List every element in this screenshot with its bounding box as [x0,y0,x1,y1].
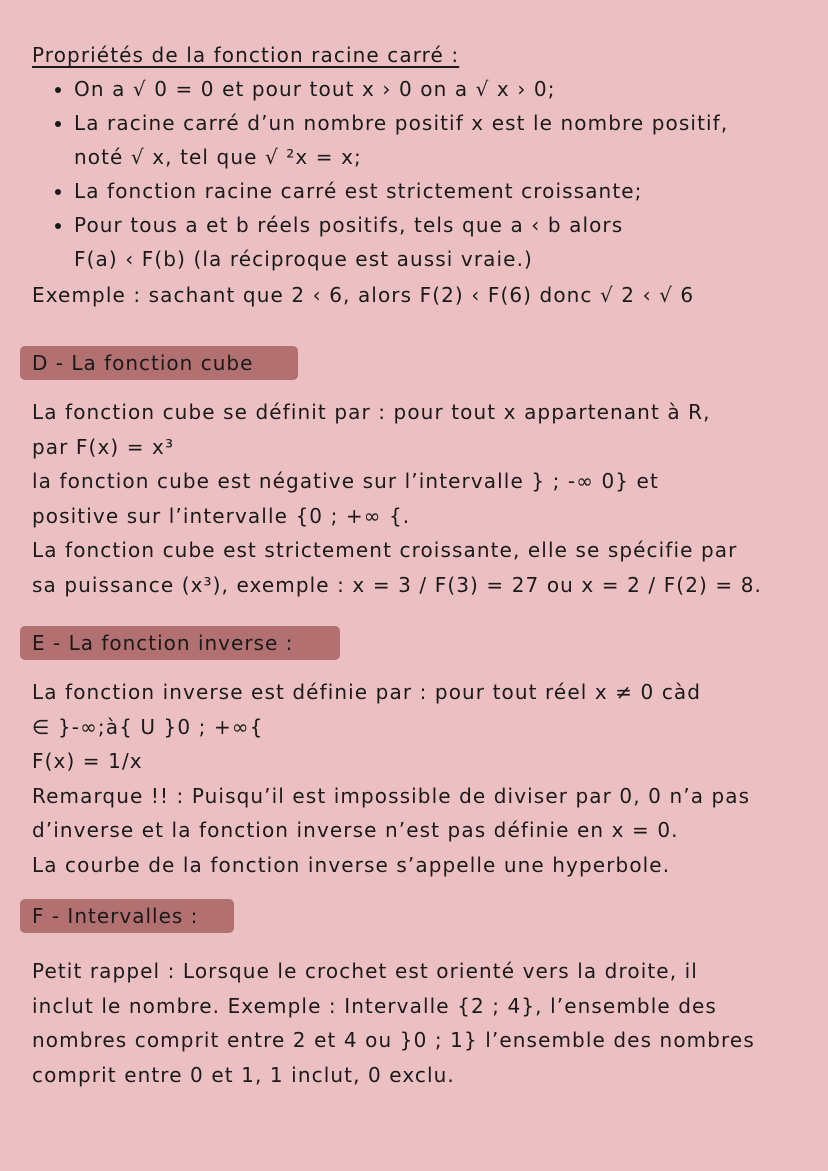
paragraph-line: Remarque !! : Puisqu’il est impossible de diviser par 0, 0 n’a pas [32,783,751,808]
list-item-text: noté √ x, tel que √ ²x = x; [74,145,362,169]
section-e-label: E - La fonction inverse : [20,626,340,660]
paragraph-line: comprit entre 0 et 1, 1 inclut, 0 exclu. [32,1062,455,1087]
paragraph-line: La fonction cube est strictement croissante, elle se spécifie par [32,538,738,562]
paragraph-line: la fonction cube est négative sur l’intervalle } ; -∞ 0} et [32,469,659,493]
section-f-label: F - Intervalles : [20,899,234,933]
properties-title: Propriétés de la fonction racine carré : [32,43,460,67]
paragraph-line: inclut le nombre. Exemple : Intervalle {2 ; 4}, l’ensemble des [32,993,717,1018]
paragraph-line: par F(x) = x³ [32,434,175,459]
list-item-text: • La racine carré d’un nombre positif x est le nombre positif, [74,111,729,135]
section-d-label: D - La fonction cube [20,346,298,380]
list-item [74,106,728,174]
paragraph-line: ∈ }-∞;à{ U }0 ; +∞{ [32,714,264,739]
list-item-text: On a √ 0 = 0 et pour tout x › 0 on a √ x › 0; [74,77,556,101]
list-item-text: • Pour tous a et b réels positifs, tels que a ‹ b alors [74,213,624,237]
paragraph-line: sa puissance (x³), exemple : x = 3 / F(3) = 27 ou x = 2 / F(2) = 8. [32,572,762,597]
section-d-body [32,395,762,602]
list-item [74,72,728,106]
paragraph-line: nombres comprit entre 2 et 4 ou }0 ; 1} l’ensemble des nombres [32,1028,755,1052]
paragraph-line: positive sur l’intervalle {0 ; +∞ {. [32,503,411,528]
paragraph-line: La fonction inverse est définie par : pour tout réel x ≠ 0 càd [32,680,702,704]
paragraph-line: F(x) = 1/x [32,749,143,773]
list-item-text: La fonction racine carré est strictement croissante; [74,179,643,203]
paragraph-line: d’inverse et la fonction inverse n’est pas définie en x = 0. [32,818,679,842]
paragraph-line: La fonction cube se définit par : pour tout x appartenant à R, [32,400,711,424]
list-item [74,174,728,208]
properties-example: Exemple : sachant que 2 ‹ 6, alors F(2) ‹ F(6) donc √ 2 ‹ √ 6 [32,283,695,307]
paragraph-line: La courbe de la fonction inverse s’appelle une hyperbole. [32,852,671,877]
properties-list [52,72,728,276]
paragraph-line: Petit rappel : Lorsque le crochet est orienté vers la droite, il [32,959,698,983]
list-item [74,208,728,276]
section-f-body [32,954,755,1092]
section-e-body [32,675,750,882]
list-item-text: F(a) ‹ F(b) (la réciproque est aussi vraie.) [74,247,533,271]
